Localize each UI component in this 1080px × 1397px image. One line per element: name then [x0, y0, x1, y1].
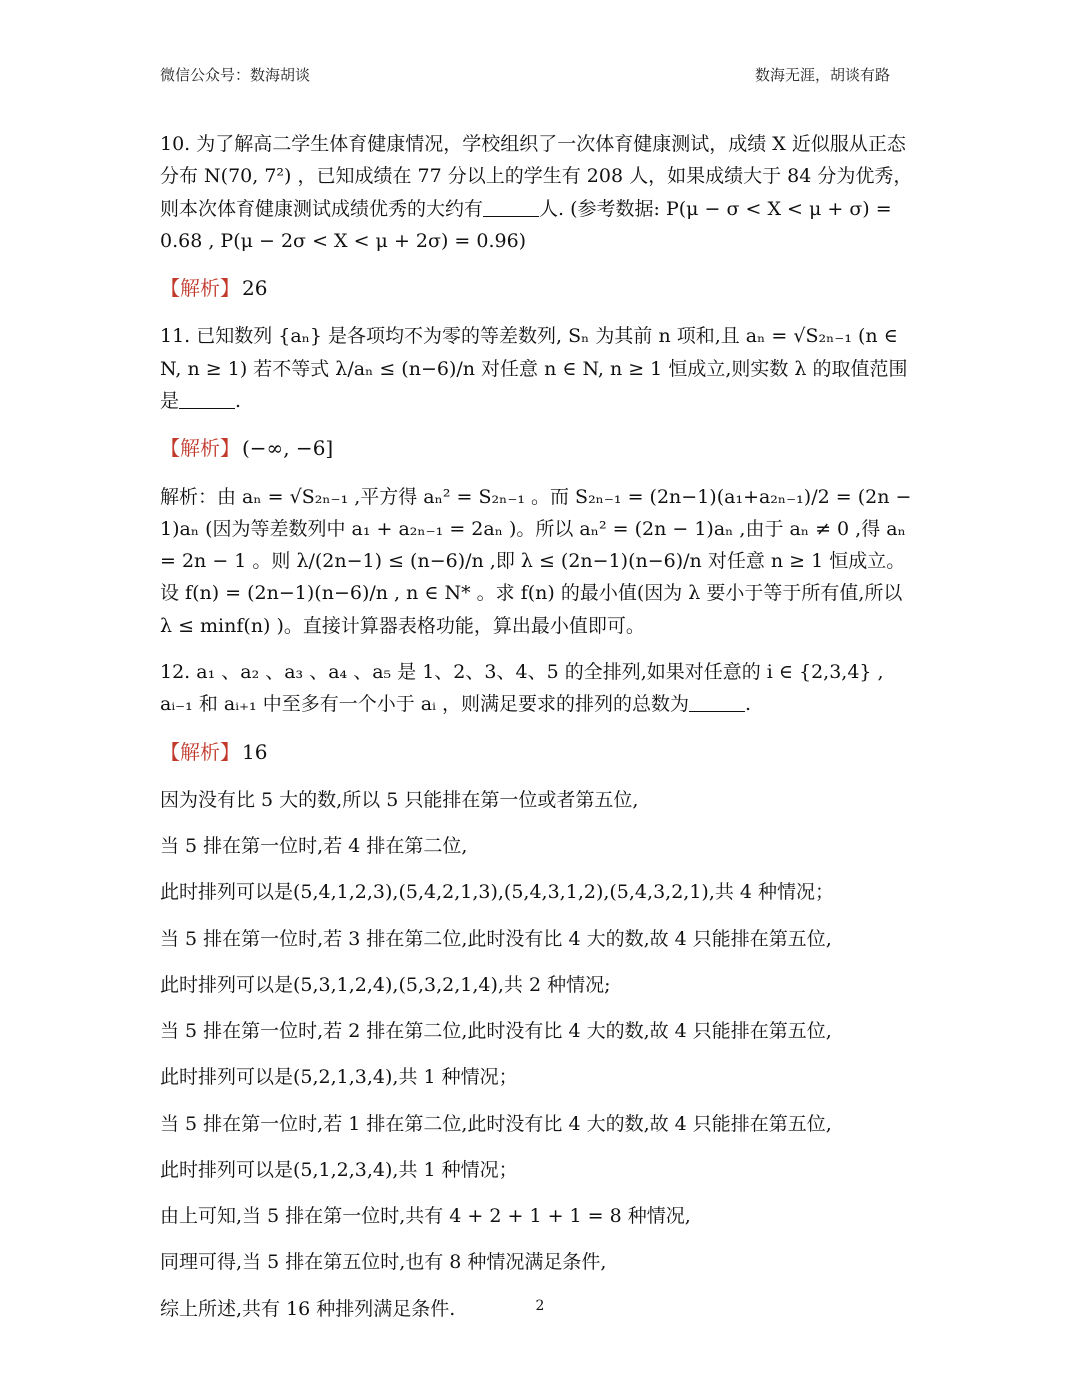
answer-tag: 【解析】 — [160, 276, 240, 301]
answer-value: (−∞, −6] — [242, 436, 334, 461]
solution-line: 当 5 排在第一位时,若 4 排在第二位, — [160, 835, 468, 858]
answer-10 — [160, 271, 920, 306]
solution-line: 同理可得,当 5 排在第五位时,也有 8 种情况满足条件, — [160, 1251, 607, 1274]
header-left: 微信公众号：数海胡谈 — [160, 66, 311, 84]
header-right: 数海无涯，胡谈有路 — [754, 66, 890, 84]
answer-value: 16 — [242, 739, 268, 764]
question-10-text: 10. 为了解高二学生体育健康情况，学校组织了一次体育健康测试，成绩 X 近似服从正态分布 N(70, 7²) ，已知成绩在 77 分以上的学生有 208 人，如果成绩大于 84 分为优秀，则本次体育健康测试成绩优秀的大约有 — [160, 133, 913, 220]
solution-line: 此时排列可以是(5,4,1,2,3),(5,4,2,1,3),(5,4,3,1,2),(5,4,3,2,1),共 4 种情况； — [160, 881, 835, 904]
solution-line: 此时排列可以是(5,2,1,3,4),共 1 种情况； — [160, 1066, 518, 1089]
answer-blank — [689, 692, 745, 712]
solution-12 — [160, 784, 920, 1326]
question-11-text: 11. 已知数列 {aₙ} 是各项均不为零的等差数列, Sₙ 为其前 n 项和,且 aₙ = √S₂ₙ₋₁ (n ∈ N, n ≥ 1) 若不等式 λ/aₙ ≤ (n−6)/n 对任意 n ∈ N, n ≥ 1 恒成立,则实数 λ 的取值范围是 — [160, 325, 908, 413]
question-12 — [160, 656, 920, 721]
page-content — [160, 128, 920, 1339]
question-10-tail: 人. (参考数据: P(μ − σ < X < μ + σ) = 0.68 , P(μ − 2σ < X < μ + 2σ) = 0.96) — [160, 197, 892, 252]
question-12-tail: . — [744, 693, 751, 716]
question-11-tail: . — [235, 390, 242, 413]
question-12-text: 12. a₁ 、a₂ 、a₃ 、a₄ 、a₅ 是 1、2、3、4、5 的全排列,如果对任意的 i ∈ {2,3,4} , aᵢ₋₁ 和 aᵢ₊₁ 中至多有一个小于 aᵢ ，则满足要求的排列的总数为 — [160, 661, 884, 716]
answer-blank — [483, 197, 539, 217]
answer-tag: 【解析】 — [160, 739, 240, 764]
answer-blank — [179, 389, 235, 409]
solution-line: 当 5 排在第一位时,若 3 排在第二位,此时没有比 4 大的数,故 4 只能排在第五位, — [160, 927, 832, 950]
answer-11 — [160, 431, 920, 466]
solution-line: 因为没有比 5 大的数,所以 5 只能排在第一位或者第五位, — [160, 788, 639, 811]
solution-line: 此时排列可以是(5,1,2,3,4),共 1 种情况； — [160, 1158, 518, 1181]
answer-tag: 【解析】 — [160, 436, 240, 461]
solution-11: 解析：由 aₙ = √S₂ₙ₋₁ ,平方得 aₙ² = S₂ₙ₋₁ 。而 S₂ₙ₋₁ = (2n−1)(a₁+a₂ₙ₋₁)/2 = (2n − 1)aₙ (因为等差数列中 a₁ + a₂ₙ₋₁ = 2aₙ )。所以 aₙ² = (2n − 1)aₙ ,由于 aₙ ≠ 0 ,得 aₙ = 2n − 1 。则 λ/(2n−1) ≤ (n−6)/n ,即 λ ≤ (2n−1)(n−6)/n 对任意 n ≥ 1 恒成立。设 f(n) = (2n−1)(n−6)/n , n ∈ N* 。求 f(n) 的最小值(因为 λ 要小于等于所有值,所以 λ ≤ minf(n) )。直接计算器表格功能，算出最小值即可。 — [160, 485, 912, 637]
question-11 — [160, 320, 920, 417]
solution-line: 此时排列可以是(5,3,1,2,4),(5,3,2,1,4),共 2 种情况; — [160, 973, 611, 996]
answer-12 — [160, 735, 920, 770]
page-number: 2 — [535, 1298, 545, 1314]
solution-line: 当 5 排在第一位时,若 2 排在第二位,此时没有比 4 大的数,故 4 只能排在第五位, — [160, 1020, 832, 1043]
solution-line: 当 5 排在第一位时,若 1 排在第二位,此时没有比 4 大的数,故 4 只能排在第五位, — [160, 1112, 832, 1135]
question-10 — [160, 128, 920, 257]
solution-line: 由上可知,当 5 排在第一位时,共有 4 + 2 + 1 + 1 = 8 种情况, — [160, 1205, 691, 1228]
answer-value: 26 — [242, 276, 268, 301]
solution-line: 综上所述,共有 16 种排列满足条件. — [160, 1297, 456, 1320]
